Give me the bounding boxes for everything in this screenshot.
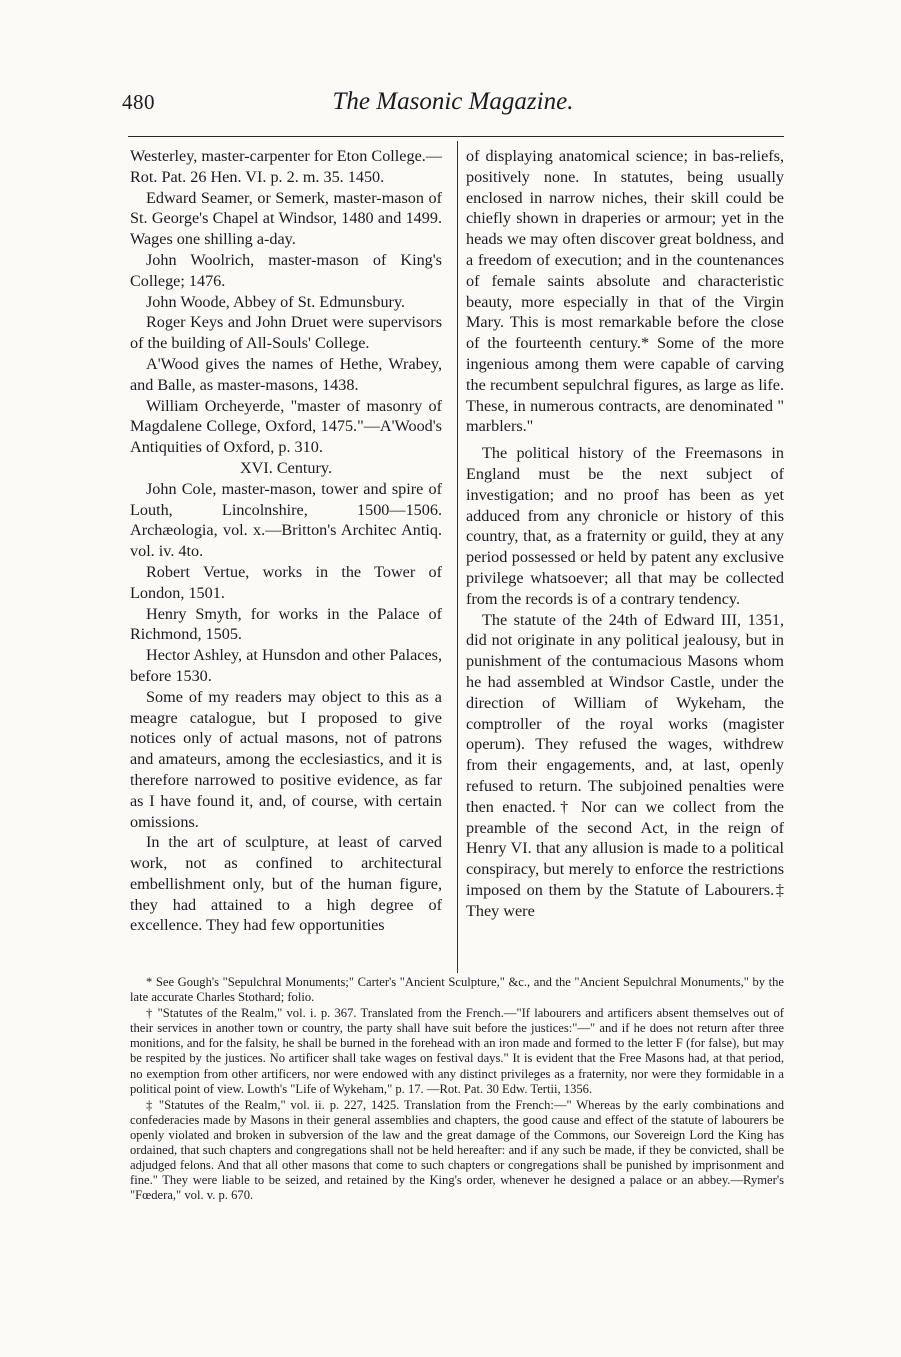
paragraph: In the art of sculpture, at least of carved work, not as confined to architectural embellishment only, but of the human figure, they had attained to a high degree of excellence. They had few opportunities [130,833,442,935]
left-column [130,146,442,936]
paragraph: William Orcheyerde, "master of masonry of Magdalene College, Oxford, 1475."—A'Wood's Antiquities of Oxford, p. 310. [130,396,442,457]
right-column [466,146,784,921]
paragraph: Roger Keys and John Druet were supervisors of the building of All-Souls' College. [130,313,442,353]
paragraph: The statute of the 24th of Edward III, 1351, did not originate in any political jealousy, but in punishment of the contumacious Masons whom he had assembled at Windsor Castle, under the direction of William of Wykeham, the comptroller of the royal works (magister operum). They refused the wages, withdrew from their engagements, and, at last, openly refused to return. The subjoined penalties were then enacted.† Nor can we collect from the preamble of the second Act, in the reign of Henry VI. that any allusion is made to a political conspiracy, but merely to enforce the restrictions imposed on them by the Statute of Labourers.‡ They were [466,610,784,920]
paragraph: Some of my readers may object to this as a meagre catalogue, but I proposed to give notices only of actual masons, not of patrons and amateurs, among the ecclesiastics, and it is therefore narrowed to positive evidence, as far as I have found it, and, of course, with certain omissions. [130,687,442,831]
footnote: ‡ "Statutes of the Realm," vol. ii. p. 227, 1425. Translation from the French:—" Whereas by the early combinations and confederacies made by Masons in their general assemblies and chapters, the good cause and effect of the statute of labourers be openly violated and broken in subversion of the law and the great damage of the Commons, our Sovereign Lord the King has ordained, that such chapters and congregations shall not be held hereafter: and if any such be made, if they be convicted, shall be adjudged felons. And that all other masons that come to such chapters or congregations shall be punished by imprisonment and fine." They were liable to be seized, and retained by the King's order, whenever he designed a palace or an abbey.—Rymer's "Fœdera," vol. v. p. 670. [130,1097,784,1203]
paragraph: Henry Smyth, for works in the Palace of Richmond, 1505. [130,604,442,644]
paragraph: Hector Ashley, at Hunsdon and other Palaces, before 1530. [130,646,442,685]
paragraph: of displaying anatomical science; in bas-reliefs, positively none. In statutes, being usually enclosed in narrow niches, their skill could be chiefly shown in draperies or armour; yet in the heads we may often discover great boldness, and a freedom of execution; and in the countenances of female saints absolute and characteristic beauty, more especially in that of the Virgin Mary. This is most remarkable before the close of the fourteenth century.* Some of the more ingenious among them were capable of carving the recumbent sepulchral figures, as large as life. These, in numerous contracts, are denominated " marblers." [466,147,784,436]
footnotes [130,975,784,1204]
paragraph: Edward Seamer, or Semerk, master-mason of St. George's Chapel at Windsor, 1480 and 1499. Wages one shilling a-day. [130,188,442,249]
paragraph: Westerley, master-carpenter for Eton College.—Rot. Pat. 26 Hen. VI. p. 2. m. 35. 1450. [130,147,442,186]
paragraph: The political history of the Freemasons in England must be the next subject of investigation; and no proof has been as yet adduced from any chronicle or history of this country, that, as a fraternity or guild, they at any period possessed or held by patent any exclusive privilege whatsoever; all that may be collected from the records is of a contrary tendency. [466,444,784,608]
page-number: 480 [122,90,155,114]
footnote: † "Statutes of the Realm," vol. i. p. 367. Translated from the French.—"If labourers and artificers absent themselves out of their services in another town or country, the party shall have suit before the justices:"—" and if he does not return after three monitions, and for the falsity, he shall be burned in the forehead with an iron made and formed to the letter F (for false), but may be respited by the justices. No artificer shall take wages on festival days." It is evident that the Free Masons had, at that period, no exemption from other artificers, nor were endowed with any distinct privileges as a fraternity, nor were they formidable in a political point of view. Lowth's "Life of Wykeham," p. 17. —Rot. Pat. 30 Edw. Tertii, 1356. [130,1006,784,1096]
paragraph: John Cole, master-mason, tower and spire of Louth, Lincolnshire, 1500—1506. Archæologia, vol. x.—Britton's Architec Antiq. vol. iv. 4to. [130,479,442,561]
section-heading: XVI. Century. [239,458,332,477]
paragraph: John Woode, Abbey of St. Edmunsbury. [146,292,406,311]
paragraph: John Woolrich, master-mason of King's College; 1476. [130,250,442,290]
paragraph: Robert Vertue, works in the Tower of London, 1501. [130,562,442,602]
running-title: The Masonic Magazine. [332,88,574,115]
column-divider [457,141,458,973]
footnote: * See Gough's "Sepulchral Monuments;" Carter's "Ancient Sculpture," &c., and the "Ancient Sepulchral Monuments," by the late accurate Charles Stothard; folio. [130,975,784,1005]
header-rule [128,136,784,137]
paragraph: A'Wood gives the names of Hethe, Wrabey, and Balle, as master-masons, 1438. [130,354,442,394]
page-header [122,84,784,124]
